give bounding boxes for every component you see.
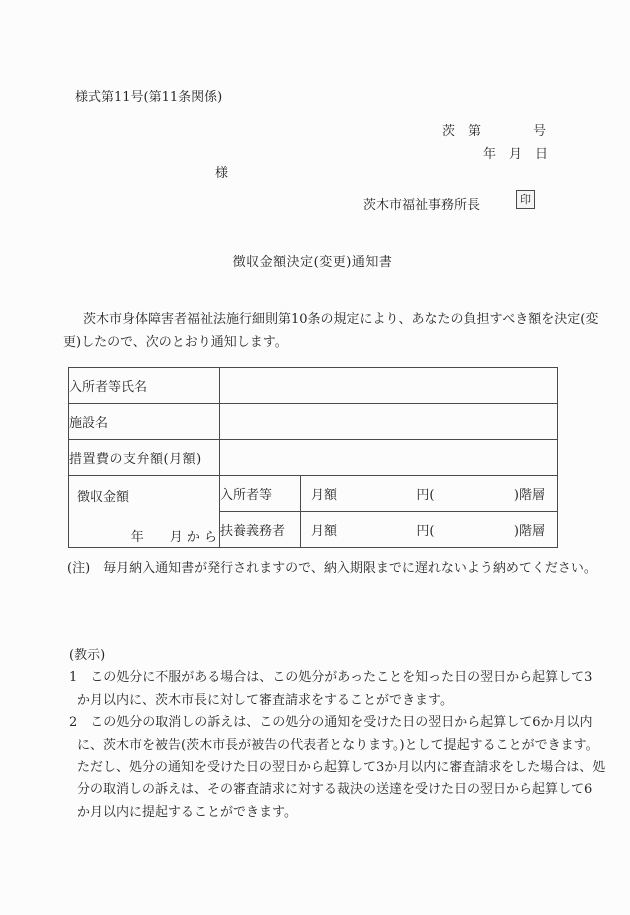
- issue-number-line: 茨 第 号: [442, 124, 547, 139]
- row-value-resident-name: [220, 368, 558, 404]
- row-value-facility-name: [220, 404, 558, 440]
- body-line: 更)したので、次のとおり通知します。: [63, 334, 288, 350]
- row-label-facility-name: 施設名: [69, 404, 220, 440]
- payment-note: (注) 毎月納入通知書が発行されますので、納入期限までに遅れないよう納めてください。: [67, 561, 597, 576]
- seal-stamp: 印: [516, 190, 535, 209]
- instruction-item-1-line: か月以内に、茨木市長に対して審査請求をすることができます。: [77, 692, 453, 708]
- collection-amount-cell: [69, 476, 220, 548]
- monthly-label: 月額: [311, 488, 338, 503]
- issuer-title: 茨木市福祉事務所長: [363, 198, 481, 213]
- instruction-item-2-line: 分の取消しの訴えは、その審査請求に対する裁決の送達を受けた日の翌日から起算して6: [77, 782, 593, 798]
- notification-table: [68, 367, 558, 548]
- row-label-placement-cost: 措置費の支弁額(月額): [69, 440, 220, 476]
- instruction-item-2-line: ただし、処分の通知を受けた日の翌日から起算して3か月以内に審査請求をした場合は、処: [77, 760, 606, 776]
- instruction-item-2-line: 2 この処分の取消しの訴えは、この処分の通知を受けた日の翌日から起算して6か月以内: [69, 715, 593, 731]
- table-row-resident-name: [69, 368, 558, 404]
- issue-date-line: 年 月 日: [483, 147, 549, 162]
- tier-close: )階層: [513, 524, 545, 539]
- body-paragraph: [63, 309, 598, 354]
- appeal-instructions: [69, 645, 605, 824]
- addressee-suffix: 様: [215, 166, 229, 181]
- collection-amount-label: 徴収金額: [77, 490, 130, 505]
- monthly-label: 月額: [311, 524, 338, 539]
- yen-open: 円(: [416, 524, 435, 539]
- instruction-item-2-line: に、茨木市を被告(茨木市長が被告の代表者となります。)として提起することができます。: [77, 737, 599, 753]
- category-dependent: 扶養義務者: [220, 512, 301, 548]
- table-row-facility-name: [69, 404, 558, 440]
- row-value-placement-cost: [220, 440, 558, 476]
- row-label-resident-name: 入所者等氏名: [69, 368, 220, 404]
- instruction-item-1-line: 1 この処分に不服がある場合は、この処分があったことを知った日の翌日から起算して3: [69, 670, 593, 686]
- instructions-heading: (教示): [69, 648, 106, 663]
- category-resident: 入所者等: [220, 476, 301, 512]
- document-title: 徴収金額決定(変更)通知書: [232, 255, 393, 270]
- body-line: 茨木市身体障害者福祉法施行細則第10条の規定により、あなたの負担すべき額を決定(変: [83, 312, 599, 327]
- instruction-item-2-line: か月以内に提起することができます。: [77, 804, 297, 820]
- tier-close: )階層: [513, 488, 545, 503]
- table-row-placement-cost: [69, 440, 558, 476]
- collection-period-line: 年 月 か ら: [130, 530, 217, 545]
- amount-cell-resident: [301, 476, 558, 512]
- yen-open: 円(: [416, 488, 435, 503]
- form-number: 様式第11号(第11条関係): [75, 90, 223, 105]
- table-row-collection-resident: [69, 476, 558, 512]
- amount-cell-dependent: [301, 512, 558, 548]
